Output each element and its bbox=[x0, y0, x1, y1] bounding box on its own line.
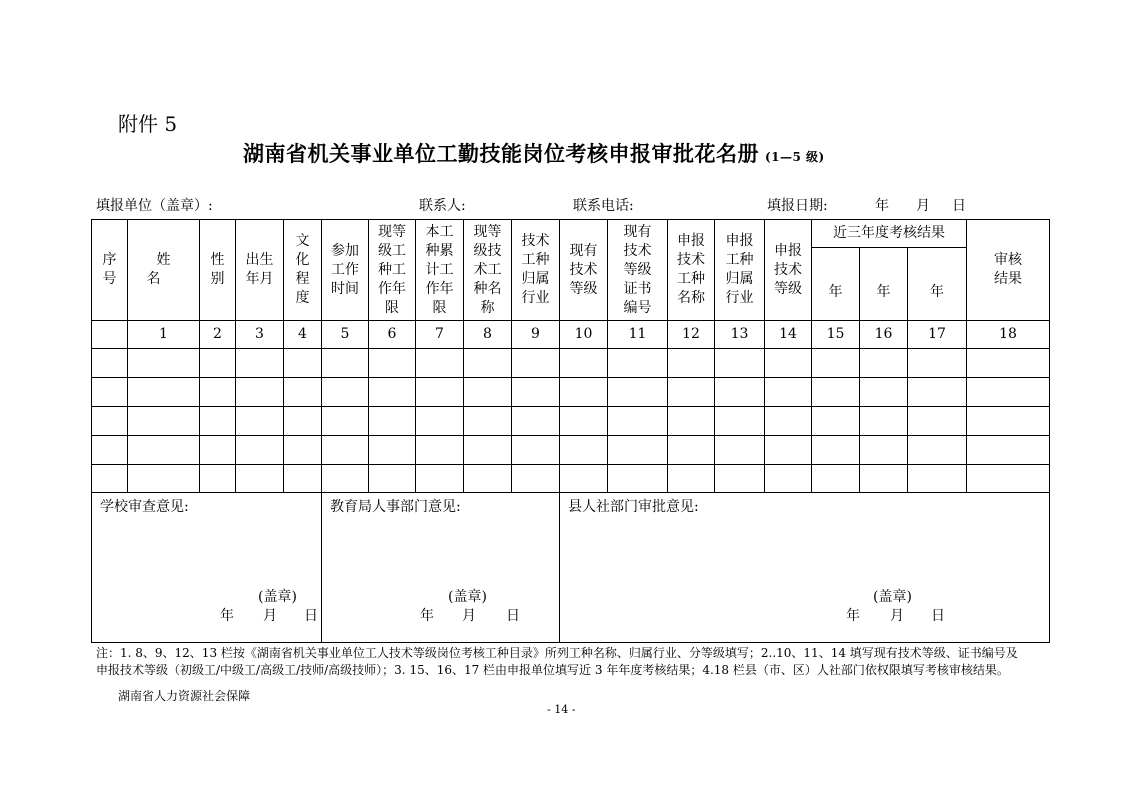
table-cell[interactable] bbox=[284, 407, 322, 436]
table-cell[interactable] bbox=[908, 349, 967, 378]
column-number-cell: 13 bbox=[715, 321, 765, 349]
table-cell[interactable] bbox=[236, 349, 284, 378]
header-cell bbox=[416, 220, 464, 321]
form-title bbox=[243, 138, 825, 168]
column-number-row bbox=[92, 321, 1050, 349]
header-apply-level: 申报技术等级 bbox=[774, 242, 802, 297]
header-cell bbox=[715, 220, 765, 321]
county-month: 月 bbox=[890, 608, 904, 624]
header-cell bbox=[369, 220, 416, 321]
page-number: - 14 - bbox=[547, 703, 576, 716]
table-cell[interactable] bbox=[967, 349, 1050, 378]
table-cell[interactable] bbox=[967, 378, 1050, 407]
table-row bbox=[92, 436, 1050, 465]
column-number-cell: 9 bbox=[512, 321, 560, 349]
header-cell bbox=[967, 220, 1050, 321]
header-cell bbox=[812, 248, 860, 321]
header-cell bbox=[322, 220, 369, 321]
table-cell[interactable] bbox=[668, 436, 715, 465]
school-opinion-cell[interactable] bbox=[92, 493, 322, 643]
header-cell bbox=[608, 220, 668, 321]
header-cell bbox=[668, 220, 715, 321]
table-cell[interactable] bbox=[464, 407, 512, 436]
table-cell[interactable] bbox=[765, 436, 812, 465]
school-day: 日 bbox=[304, 608, 318, 624]
phone-label: 联系电话: bbox=[573, 198, 634, 214]
table-cell[interactable] bbox=[560, 407, 608, 436]
table-cell[interactable] bbox=[200, 436, 236, 465]
table-row bbox=[92, 378, 1050, 407]
header-current-level-years: 现等级工种工作年限 bbox=[378, 223, 406, 316]
table-cell[interactable] bbox=[512, 407, 560, 436]
table-cell[interactable] bbox=[464, 465, 512, 493]
table-cell[interactable] bbox=[464, 349, 512, 378]
table-cell[interactable] bbox=[908, 407, 967, 436]
table-cell[interactable] bbox=[765, 378, 812, 407]
table-cell[interactable] bbox=[464, 378, 512, 407]
header-year-1: 年 bbox=[828, 284, 843, 300]
table-cell[interactable] bbox=[369, 436, 416, 465]
table-cell[interactable] bbox=[200, 407, 236, 436]
table-cell[interactable] bbox=[128, 378, 200, 407]
header-cell bbox=[284, 220, 322, 321]
header-certificate-no: 现有技术等级证书编号 bbox=[623, 223, 652, 316]
header-cell bbox=[560, 220, 608, 321]
header-year-3: 年 bbox=[930, 284, 945, 300]
table-cell[interactable] bbox=[715, 378, 765, 407]
table-cell[interactable] bbox=[416, 465, 464, 493]
form-title-level: (1—5 级) bbox=[765, 150, 825, 164]
fill-date-label: 填报日期: bbox=[767, 198, 828, 214]
table-cell[interactable] bbox=[322, 349, 369, 378]
column-number-cell: 4 bbox=[284, 321, 322, 349]
table-cell[interactable] bbox=[284, 436, 322, 465]
edu-seal: (盖章) bbox=[448, 589, 487, 605]
header-total-years: 本工种累计工作年限 bbox=[425, 223, 454, 316]
table-cell[interactable] bbox=[908, 465, 967, 493]
table-cell[interactable] bbox=[908, 378, 967, 407]
edu-day: 日 bbox=[506, 608, 520, 624]
table-cell[interactable] bbox=[560, 436, 608, 465]
header-cell bbox=[92, 220, 128, 321]
header-current-trade-name: 现等级技术工种名称 bbox=[473, 223, 502, 316]
table-cell[interactable] bbox=[128, 407, 200, 436]
table-cell[interactable] bbox=[322, 436, 369, 465]
header-birth: 出生年月 bbox=[245, 252, 274, 287]
header-cell bbox=[908, 248, 967, 321]
table-cell[interactable] bbox=[369, 465, 416, 493]
table-cell[interactable] bbox=[416, 436, 464, 465]
header-year-2: 年 bbox=[876, 284, 891, 300]
table-cell[interactable] bbox=[416, 407, 464, 436]
table-cell[interactable] bbox=[369, 349, 416, 378]
header-cell bbox=[860, 248, 908, 321]
header-cell bbox=[765, 220, 812, 321]
form-title-text: 湖南省机关事业单位工勤技能岗位考核申报审批花名册 bbox=[243, 141, 759, 166]
table-cell[interactable] bbox=[512, 436, 560, 465]
table-cell[interactable] bbox=[765, 407, 812, 436]
table-cell[interactable] bbox=[812, 465, 860, 493]
table-cell[interactable] bbox=[416, 378, 464, 407]
table-cell[interactable] bbox=[369, 378, 416, 407]
header-current-level: 现有技术等级 bbox=[569, 242, 598, 297]
table-cell[interactable] bbox=[200, 378, 236, 407]
school-month: 月 bbox=[263, 608, 277, 624]
table-row bbox=[92, 465, 1050, 493]
table-cell[interactable] bbox=[608, 436, 668, 465]
table-cell[interactable] bbox=[512, 378, 560, 407]
column-number-cell: 17 bbox=[908, 321, 967, 349]
column-number-cell: 15 bbox=[812, 321, 860, 349]
table-cell[interactable] bbox=[92, 407, 128, 436]
footer-organization: 湖南省人力资源社会保障 bbox=[118, 689, 251, 703]
table-row bbox=[92, 349, 1050, 378]
table-cell[interactable] bbox=[608, 378, 668, 407]
column-number-cell: 7 bbox=[416, 321, 464, 349]
fill-date-year: 年 bbox=[875, 198, 889, 214]
fill-date-month: 月 bbox=[916, 198, 930, 214]
header-name: 姓 名 bbox=[146, 252, 191, 287]
header-group-cell bbox=[812, 220, 967, 248]
header-cell bbox=[200, 220, 236, 321]
table-cell[interactable] bbox=[608, 407, 668, 436]
header-recent-results: 近三年度考核结果 bbox=[833, 225, 946, 241]
table-cell[interactable] bbox=[284, 349, 322, 378]
table-cell[interactable] bbox=[765, 349, 812, 378]
table-cell[interactable] bbox=[668, 349, 715, 378]
column-number-cell: 18 bbox=[967, 321, 1050, 349]
table-cell[interactable] bbox=[860, 465, 908, 493]
table-cell[interactable] bbox=[668, 378, 715, 407]
table-cell[interactable] bbox=[236, 436, 284, 465]
header-cell bbox=[236, 220, 284, 321]
table-cell[interactable] bbox=[128, 436, 200, 465]
edu-opinion-cell[interactable] bbox=[322, 493, 560, 643]
school-year: 年 bbox=[220, 608, 234, 624]
table-cell[interactable] bbox=[369, 407, 416, 436]
table-cell[interactable] bbox=[608, 349, 668, 378]
attachment-label: 附件 5 bbox=[118, 112, 178, 136]
table-cell[interactable] bbox=[967, 436, 1050, 465]
edu-opinion-label: 教育局人事部门意见: bbox=[330, 499, 461, 515]
header-cell bbox=[128, 220, 200, 321]
roster-table bbox=[91, 219, 1050, 643]
table-cell[interactable] bbox=[668, 465, 715, 493]
table-cell[interactable] bbox=[512, 349, 560, 378]
contact-label: 联系人: bbox=[419, 198, 466, 214]
county-opinion-cell[interactable] bbox=[560, 493, 1050, 643]
table-cell[interactable] bbox=[512, 465, 560, 493]
header-review-result: 审核结果 bbox=[994, 252, 1023, 287]
column-number-cell: 2 bbox=[200, 321, 236, 349]
header-education: 文化程度 bbox=[295, 233, 310, 306]
table-cell[interactable] bbox=[236, 378, 284, 407]
table-cell[interactable] bbox=[236, 465, 284, 493]
column-number-cell: 11 bbox=[608, 321, 668, 349]
table-cell[interactable] bbox=[464, 436, 512, 465]
county-year: 年 bbox=[846, 608, 860, 624]
table-cell[interactable] bbox=[860, 378, 908, 407]
table-cell[interactable] bbox=[715, 407, 765, 436]
table-cell[interactable] bbox=[92, 465, 128, 493]
table-cell[interactable] bbox=[284, 378, 322, 407]
table-cell[interactable] bbox=[715, 465, 765, 493]
table-cell[interactable] bbox=[908, 436, 967, 465]
fill-date-day: 日 bbox=[952, 198, 966, 214]
table-cell[interactable] bbox=[812, 378, 860, 407]
column-number-cell: 8 bbox=[464, 321, 512, 349]
table-cell[interactable] bbox=[92, 349, 128, 378]
header-cell bbox=[464, 220, 512, 321]
header-trade-industry: 技术工种归属行业 bbox=[521, 233, 550, 306]
table-cell[interactable] bbox=[860, 349, 908, 378]
column-number-cell: 14 bbox=[765, 321, 812, 349]
table-cell[interactable] bbox=[812, 349, 860, 378]
header-apply-industry: 申报工种归属行业 bbox=[725, 233, 754, 306]
edu-month: 月 bbox=[462, 608, 476, 624]
table-cell[interactable] bbox=[322, 465, 369, 493]
table-cell[interactable] bbox=[668, 407, 715, 436]
school-seal: (盖章) bbox=[258, 589, 297, 605]
table-cell[interactable] bbox=[812, 407, 860, 436]
column-number-cell: 10 bbox=[560, 321, 608, 349]
column-number-cell: 16 bbox=[860, 321, 908, 349]
county-seal: (盖章) bbox=[873, 589, 912, 605]
table-cell[interactable] bbox=[92, 378, 128, 407]
header-row-1 bbox=[92, 220, 1050, 248]
table-cell[interactable] bbox=[200, 349, 236, 378]
table-cell[interactable] bbox=[860, 407, 908, 436]
header-work-start: 参加工作时间 bbox=[331, 242, 359, 297]
county-day: 日 bbox=[931, 608, 945, 624]
unit-label: 填报单位（盖章）: bbox=[96, 198, 213, 214]
column-number-cell bbox=[92, 321, 128, 349]
footnote: 注：1. 8、9、12、13 栏按《湖南省机关事业单位工人技术等级岗位考核工种目录》所列工种名称、归属行业、分等级填写；2..10、11、14 填写现有技术等级、证书编号及申报技术等级（初级工/中级工/高级工/技师/高级技师）；3. 15、16、17 栏由申报单位填写近 3 年年度考核结果；4.18 栏县（市、区）人社部门依权限填写考核审核结果。 bbox=[96, 646, 1018, 677]
column-number-cell: 3 bbox=[236, 321, 284, 349]
column-number-cell: 5 bbox=[322, 321, 369, 349]
opinion-row bbox=[92, 493, 1050, 643]
table-cell[interactable] bbox=[715, 349, 765, 378]
table-cell[interactable] bbox=[560, 349, 608, 378]
table-cell[interactable] bbox=[92, 436, 128, 465]
table-cell[interactable] bbox=[560, 465, 608, 493]
header-seq: 序号 bbox=[102, 252, 117, 287]
table-cell[interactable] bbox=[765, 465, 812, 493]
school-opinion-label: 学校审查意见: bbox=[100, 499, 189, 515]
column-number-cell: 12 bbox=[668, 321, 715, 349]
table-cell[interactable] bbox=[812, 436, 860, 465]
table-cell[interactable] bbox=[284, 465, 322, 493]
column-number-cell: 1 bbox=[128, 321, 200, 349]
header-gender: 性别 bbox=[210, 252, 225, 287]
column-number-cell: 6 bbox=[369, 321, 416, 349]
table-cell[interactable] bbox=[128, 349, 200, 378]
table-cell[interactable] bbox=[560, 378, 608, 407]
county-opinion-label: 县人社部门审批意见: bbox=[568, 499, 699, 515]
header-apply-trade-name: 申报技术工种名称 bbox=[677, 233, 705, 306]
table-cell[interactable] bbox=[715, 436, 765, 465]
table-row bbox=[92, 407, 1050, 436]
table-cell[interactable] bbox=[200, 465, 236, 493]
table-cell[interactable] bbox=[608, 465, 668, 493]
table-cell[interactable] bbox=[322, 407, 369, 436]
table-cell[interactable] bbox=[967, 407, 1050, 436]
table-cell[interactable] bbox=[322, 378, 369, 407]
table-cell[interactable] bbox=[416, 349, 464, 378]
table-cell[interactable] bbox=[128, 465, 200, 493]
table-cell[interactable] bbox=[860, 436, 908, 465]
table-cell[interactable] bbox=[236, 407, 284, 436]
table-cell[interactable] bbox=[967, 465, 1050, 493]
header-cell bbox=[512, 220, 560, 321]
edu-year: 年 bbox=[420, 608, 434, 624]
